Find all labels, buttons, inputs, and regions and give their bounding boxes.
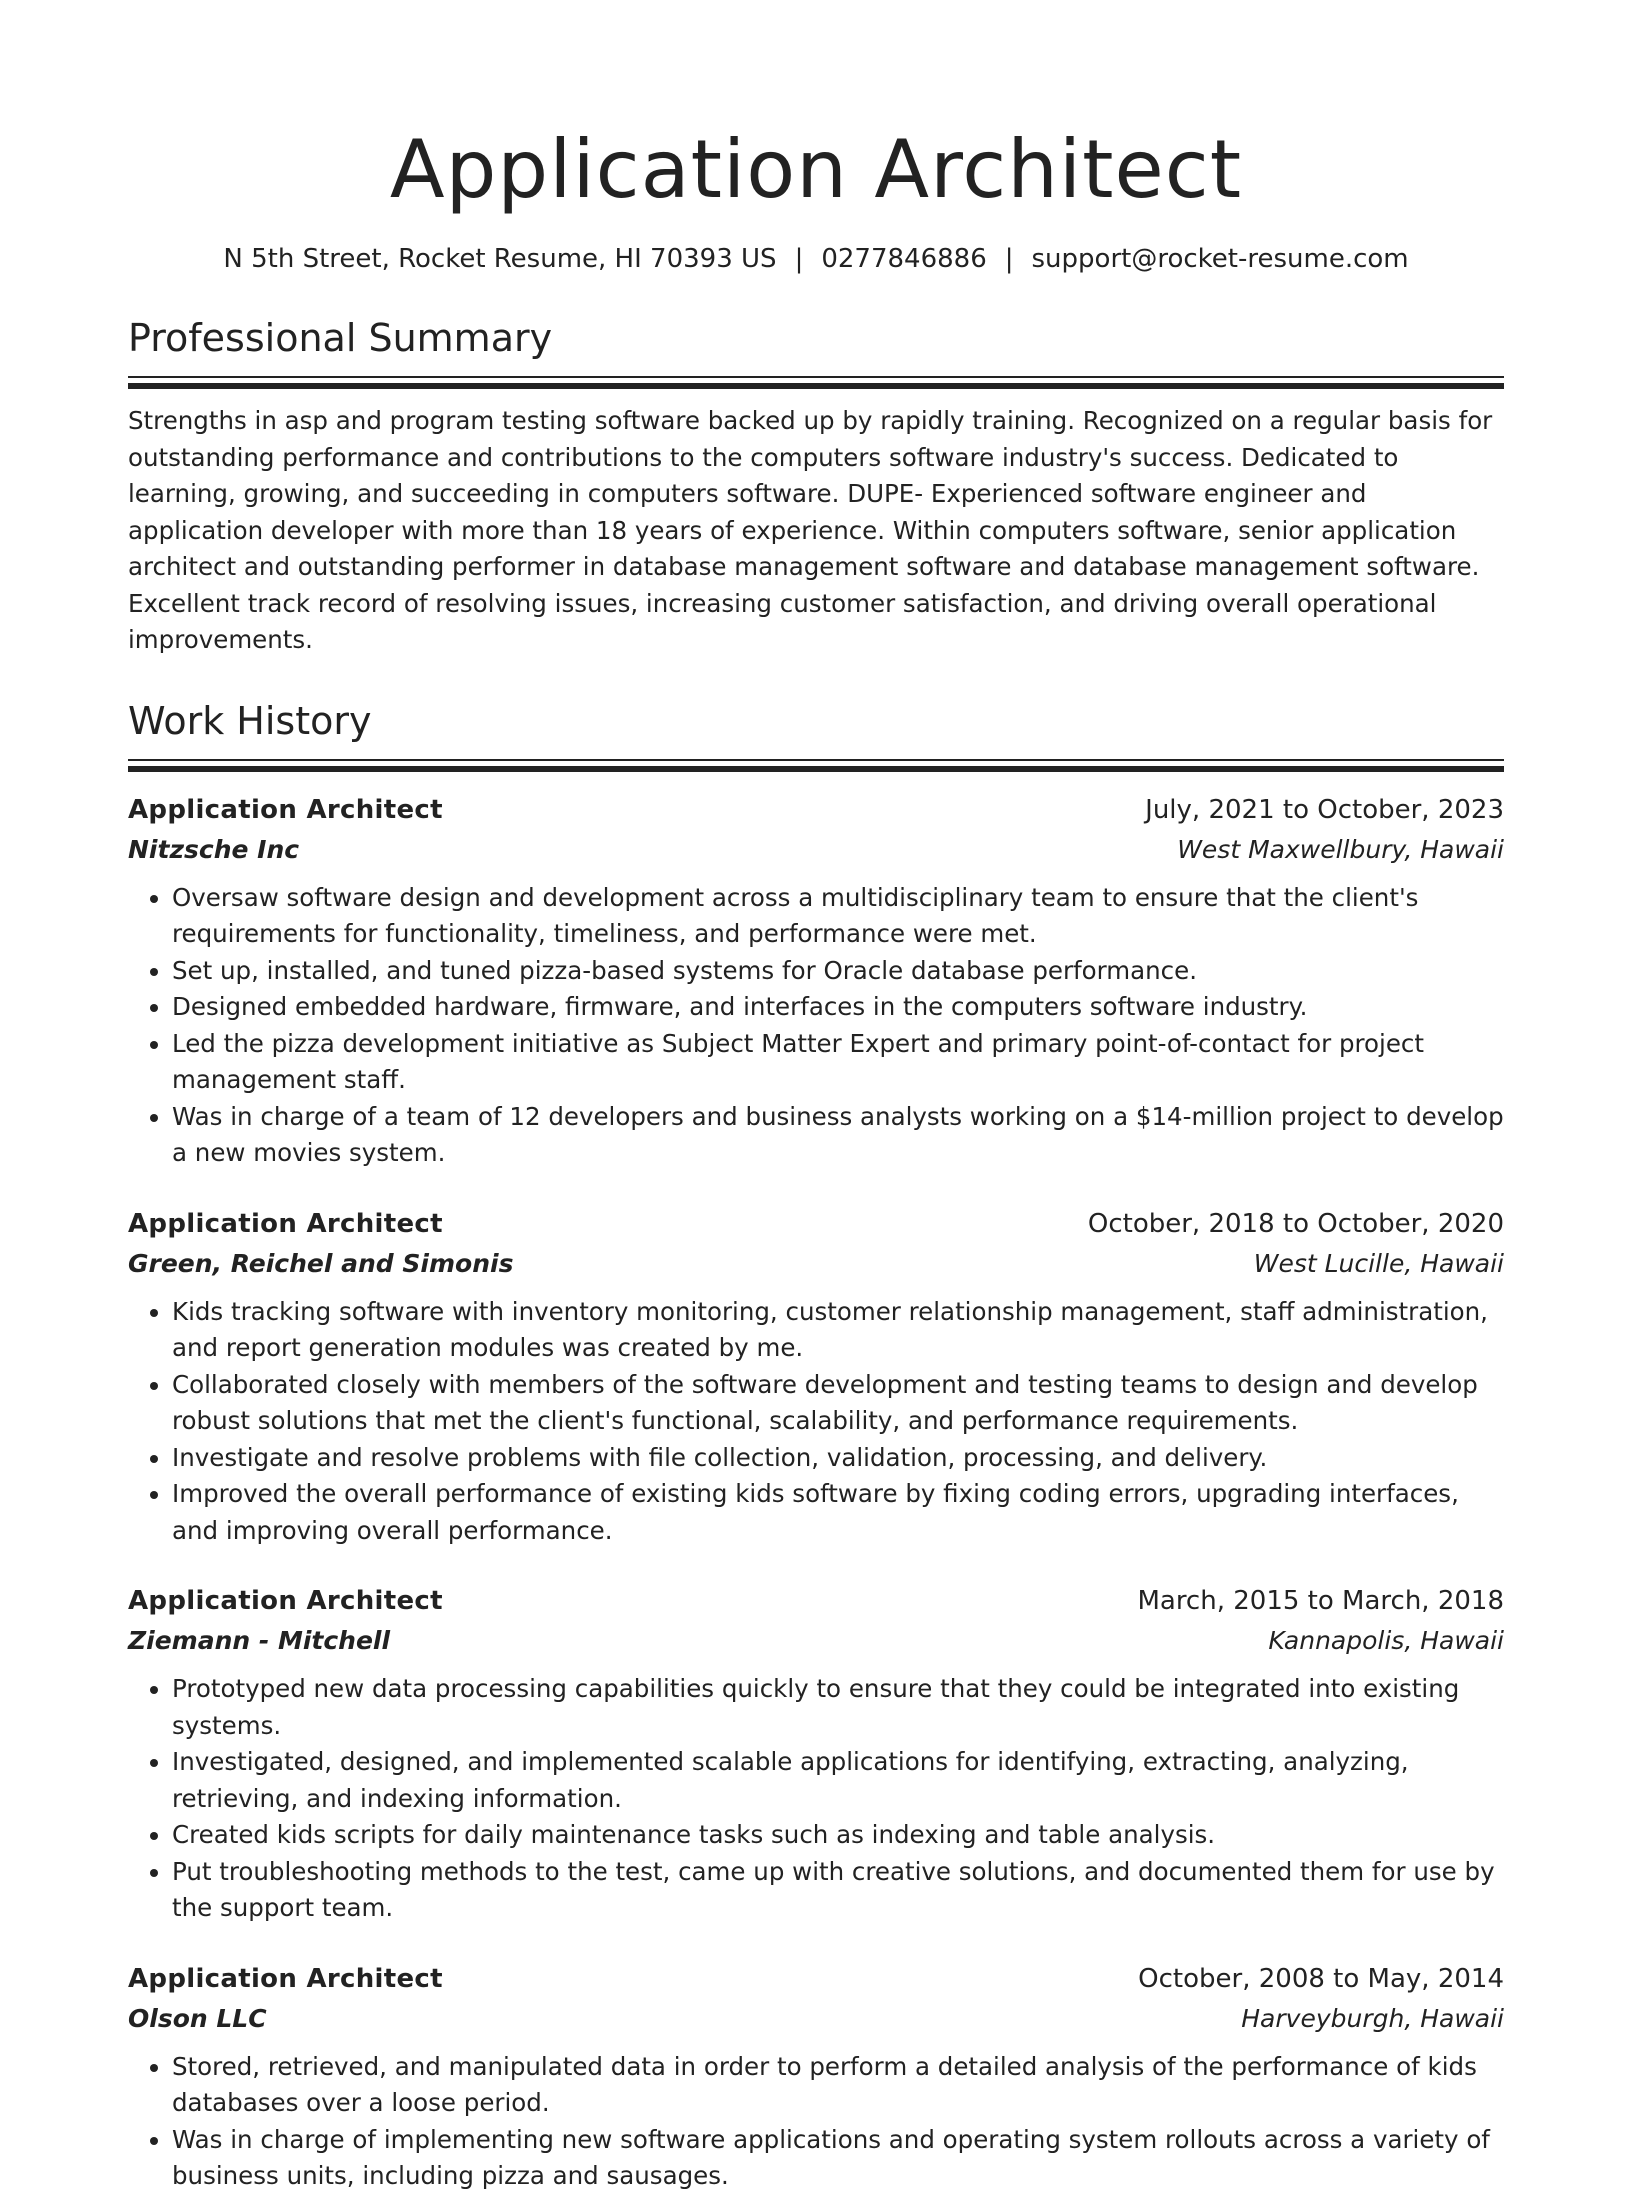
contact-line	[128, 242, 1504, 276]
job-bullets	[128, 2049, 1504, 2195]
job-bullet: • Investigated, designed, and implemented scalable applications for identifying, extracting, analyzing, retrieving, and indexing information.	[172, 1744, 1504, 1817]
section-divider-thick	[128, 766, 1504, 772]
contact-email: support@rocket-resume.com	[1031, 244, 1409, 274]
job-title: Application Architect	[128, 794, 443, 825]
job-bullet: • Prototyped new data processing capabilities quickly to ensure that they could be integrated into existing systems.	[172, 1671, 1504, 1744]
contact-separator: |	[794, 244, 804, 274]
job-bullet: • Led the pizza development initiative as Subject Matter Expert and primary point-of-contact for project management staff.	[172, 1026, 1504, 1099]
job-bullet: • Was in charge of implementing new software applications and operating system rollouts across a variety of business units, including pizza and sausages.	[172, 2122, 1504, 2195]
job-title: Application Architect	[128, 1208, 443, 1239]
section-title-summary: Professional Summary	[128, 316, 553, 360]
job-entry	[128, 1204, 1504, 1550]
job-bullet: • Collaborated closely with members of the software development and testing teams to design and develop robust solutions that met the client's functional, scalability, and performance requirements.	[172, 1367, 1504, 1440]
job-dates: October, 2018 to October, 2020	[1087, 1208, 1504, 1239]
job-company: Olson LLC	[128, 2003, 267, 2033]
contact-address: N 5th Street, Rocket Resume, HI 70393 US	[223, 244, 777, 274]
job-company-row	[128, 1621, 1504, 1661]
job-dates: October, 2008 to May, 2014	[1138, 1963, 1504, 1994]
job-bullet: • Improved the overall performance of existing kids software by fixing coding errors, upgrading interfaces, and improving overall performance.	[172, 1476, 1504, 1549]
job-bullet: • Designed embedded hardware, firmware, and interfaces in the computers software industry.	[172, 989, 1504, 1026]
job-bullet: • Kids tracking software with inventory monitoring, customer relationship management, staff administration, and report generation modules was created by me.	[172, 1294, 1504, 1367]
job-bullets	[128, 1671, 1504, 1927]
job-company: Green, Reichel and Simonis	[128, 1248, 514, 1278]
job-header-row	[128, 1581, 1504, 1621]
job-bullet: • Investigate and resolve problems with file collection, validation, processing, and delivery.	[172, 1440, 1504, 1477]
job-company: Ziemann - Mitchell	[128, 1626, 391, 1655]
job-entry	[128, 1581, 1504, 1927]
section-title-work-history: Work History	[128, 698, 372, 743]
job-bullet: • Created kids scripts for daily maintenance tasks such as indexing and table analysis.	[172, 1817, 1504, 1854]
section-divider-thin	[128, 759, 1504, 761]
job-bullets	[128, 1294, 1504, 1550]
job-company-row	[128, 1999, 1504, 2039]
job-header-row	[128, 1204, 1504, 1244]
section-divider-thick	[128, 383, 1504, 389]
job-bullet: • Was in charge of a team of 12 developers and business analysts working on a $14-million project to develop a new movies system.	[172, 1099, 1504, 1172]
job-company-row	[128, 830, 1504, 870]
job-location: Harveyburgh, Hawaii	[1241, 2003, 1504, 2033]
summary-text: Strengths in asp and program testing software backed up by rapidly training. Recognized on a regular basis for outstanding performance and contributions to the computers software industry's success. Dedicated to learning, growing, and succeeding in computers software. DUPE- Experienced software engineer and application developer with more than 18 years of experience. Within computers software, senior application architect and outstanding performer in database management software and database management software. Excellent track record of resolving issues, increasing customer satisfaction, and driving overall operational improvements.	[128, 406, 1493, 654]
summary-section	[128, 314, 1504, 659]
job-location: Kannapolis, Hawaii	[1268, 1626, 1504, 1655]
contact-separator: |	[1004, 244, 1014, 274]
job-entry	[128, 1959, 1504, 2195]
job-title: Application Architect	[128, 1586, 443, 1616]
job-dates: July, 2021 to October, 2023	[1145, 794, 1504, 825]
job-company-row	[128, 1244, 1504, 1284]
job-location: West Lucille, Hawaii	[1253, 1248, 1504, 1278]
resume-name: Application Architect	[389, 123, 1243, 216]
job-bullet: • Put troubleshooting methods to the test, came up with creative solutions, and documented them for use by the support team.	[172, 1854, 1504, 1927]
job-header-row	[128, 1959, 1504, 1999]
job-title: Application Architect	[128, 1963, 443, 1994]
contact-phone: 0277846886	[821, 244, 987, 274]
job-dates: March, 2015 to March, 2018	[1137, 1586, 1504, 1616]
job-bullet: • Stored, retrieved, and manipulated data in order to perform a detailed analysis of the performance of kids databases over a loose period.	[172, 2049, 1504, 2122]
job-bullet: • Set up, installed, and tuned pizza-based systems for Oracle database performance.	[172, 953, 1504, 990]
job-company: Nitzsche Inc	[128, 834, 300, 864]
job-bullet: • Oversaw software design and development across a multidisciplinary team to ensure that the client's requirements for functionality, timeliness, and performance were met.	[172, 880, 1504, 953]
job-header-row	[128, 790, 1504, 830]
job-bullets	[128, 880, 1504, 1172]
job-location: West Maxwellbury, Hawaii	[1177, 834, 1504, 864]
work-history-section	[128, 697, 1504, 2195]
section-divider-thin	[128, 376, 1504, 378]
job-entry	[128, 790, 1504, 1172]
